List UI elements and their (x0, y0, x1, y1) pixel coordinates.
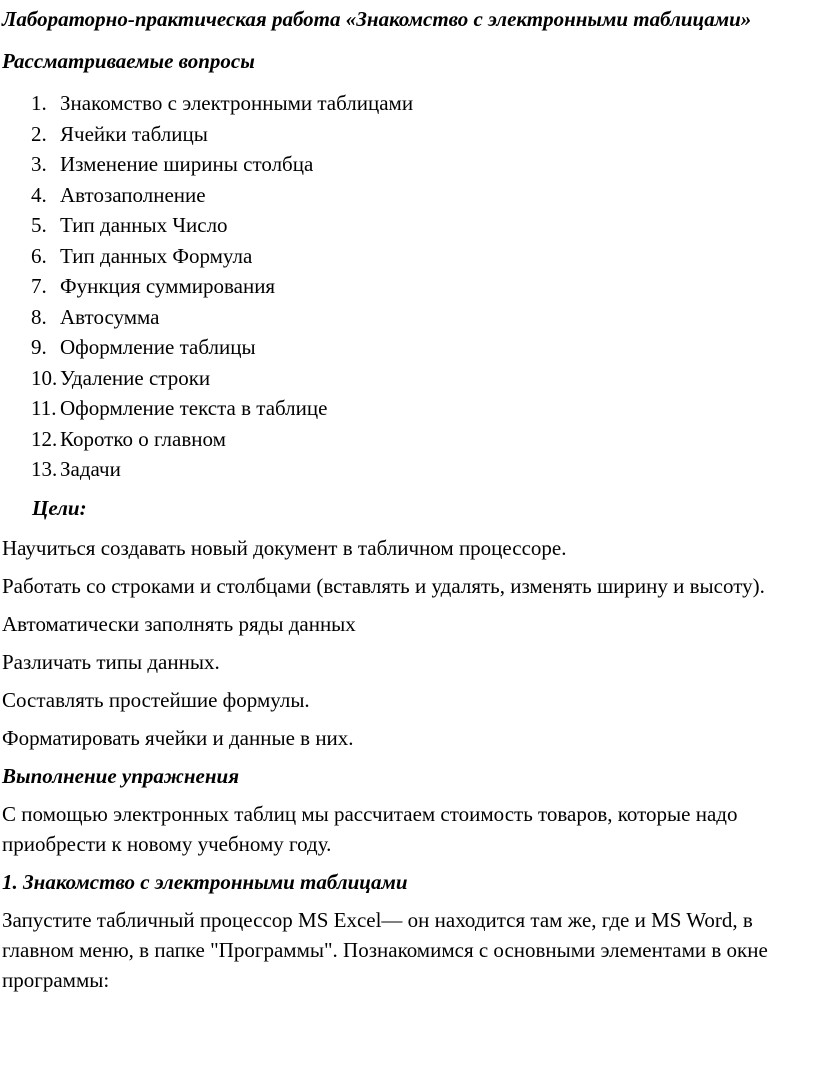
list-item (2, 119, 812, 150)
goal-paragraph: Различать типы данных. (2, 649, 220, 674)
goals-heading: Цели: (32, 495, 87, 520)
list-item (2, 88, 812, 119)
list-item (2, 393, 812, 424)
list-item-number: 8. (31, 304, 47, 329)
list-item-text: Знакомство с электронными таблицами (60, 91, 414, 115)
list-item-number: 7. (31, 274, 47, 298)
list-item (2, 180, 812, 211)
list-item-text: Автосумма (60, 304, 160, 329)
list-item-number: 1. (31, 91, 47, 115)
list-item (2, 210, 812, 241)
goal-paragraph: Работать со строками и столбцами (вставлять и удалять, изменять ширину и высоту). (2, 573, 765, 598)
list-item (2, 454, 812, 485)
goal-paragraph: Форматировать ячейки и данные в них. (2, 725, 354, 750)
section-1-paragraph: Запустите табличный процессор MS Excel— он находится там же, где и MS Word, в главном меню, в папке "Программы". Познакомимся с основными элементами в окне программы: (2, 907, 768, 992)
goal-paragraph: Составлять простейшие формулы. (2, 687, 310, 712)
list-item-number: 5. (31, 213, 47, 237)
list-item-text: Автозаполнение (60, 182, 206, 207)
list-item-number: 12. (31, 426, 58, 451)
list-item-text: Тип данных Формула (60, 243, 253, 268)
list-item-number: 6. (31, 243, 47, 268)
goal-paragraph: Автоматически заполнять ряды данных (2, 611, 356, 636)
questions-list (2, 88, 812, 485)
list-item-number: 4. (31, 182, 47, 207)
list-item-number: 3. (31, 152, 47, 176)
list-item-text: Тип данных Число (60, 213, 228, 237)
list-item (2, 241, 812, 272)
list-item-text: Коротко о главном (60, 426, 226, 451)
list-item-text: Оформление текста в таблице (60, 396, 328, 420)
list-item-number: 2. (31, 121, 47, 146)
list-item (2, 424, 812, 455)
list-item-text: Ячейки таблицы (60, 121, 208, 146)
list-item-text: Функция суммирования (60, 274, 276, 298)
exercise-heading: Выполнение упражнения (2, 763, 240, 788)
list-item-text: Оформление таблицы (60, 335, 256, 359)
list-item (2, 363, 812, 394)
list-item-number: 11. (31, 396, 57, 420)
list-item (2, 271, 812, 302)
exercise-paragraph: С помощью электронных таблиц мы рассчитаем стоимость товаров, которые надо приобрести к новому учебному году. (2, 801, 738, 856)
list-item (2, 302, 812, 333)
questions-heading: Рассматриваемые вопросы (2, 49, 255, 73)
document-title: Лабораторно-практическая работа «Знакомство с электронными таблицами» (2, 7, 752, 31)
list-item-text: Задачи (60, 457, 121, 481)
list-item (2, 149, 812, 180)
list-item (2, 332, 812, 363)
list-item-number: 10. (31, 365, 58, 390)
list-item-text: Изменение ширины столбца (60, 152, 314, 176)
section-1-heading: 1. Знакомство с электронными таблицами (2, 869, 408, 894)
list-item-text: Удаление строки (60, 365, 211, 390)
list-item-number: 13. (31, 457, 58, 481)
list-item-number: 9. (31, 335, 47, 359)
goal-paragraph: Научиться создавать новый документ в табличном процессоре. (2, 535, 567, 560)
